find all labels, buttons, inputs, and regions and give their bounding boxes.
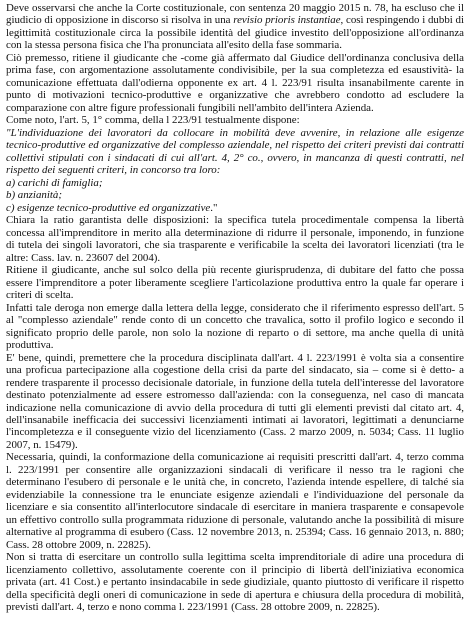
paragraph-controllo: Non si tratta di esercitare un controllo sulla legittima scelta imprenditoriale di adire una procedura di licenziamento collettivo, assolutamente coerente con il principio di libertà dell'iniziativa economica privata (art. 41 Cost.) e pertanto insindacabile in sede giudiziale, quanto piuttosto di verificare il rispetto della specificità degli oneri di comunicazione in sede di apertura e chiusura della procedura di mobilità, previsti dall'art. 4, terzo e nono comma l. 223/1991 (Cass. 28 ottobre 2009, n. 22825). <box>6 551 464 614</box>
criterion-a: a) carichi di famiglia; <box>6 176 103 189</box>
paragraph-corte-costituzionale <box>6 2 464 52</box>
latin-phrase: revisio prioris instantiae <box>233 14 341 27</box>
paragraph-art5-intro: Come noto, l'art. 5, 1° comma, della l 223/91 testualmente dispone: <box>6 114 300 127</box>
paragraph-conformazione: Necessaria, quindi, la conformazione della comunicazione ai requisiti prescritti dall'art. 4, terzo comma l. 223/1991 per consentire alle organizzazioni sindacali di verificare il nesso tra le ragioni che determinano l'esubero di personale e le unità che, in concreto, l'azienda intende espellere, di talché sia evidenziabile la connessione tra le enunciate esigenze aziendali e l'individuazione del personale da licenziare e sia consentito all'interlocutore sindacale di esercitare in maniera trasparente e consapevole un effettivo controllo sulla programmata riduzione di personale, valutando anche la possibilità di misure alternative al programma di esubero (Cass. 12 novembre 2013, n. 25394; Cass. 16 gennaio 2013, n. 880; Cass. 28 ottobre 2009, n. 22825). <box>6 451 464 551</box>
paragraph-text: , così respingendo i dubbi di legittimità costituzionale circa la possibile identità del giudice investito dell'opposizione all'ordinanza con la stessa persona fisica che l'ha pronunciata all'esito della fase sommaria. <box>6 14 464 52</box>
paragraph-text: Deve osservarsi che anche la Corte costituzionale, con sentenza 20 maggio 2015 n. 78, ha escluso che il giudicio di opposizione in discorso si risolva in una <box>6 2 464 27</box>
statute-text: "L'individuazione dei lavoratori da collocare in mobilità deve avvenire, in relazione alle esigenze tecnico-produttive ed organizzative del complesso aziendale, nel rispetto dei criteri previsti dai contratti collettivi stipulati con i sindacati di cui all'art. 4, 2° co., ovvero, in mancanza di questi contratti, nel rispetto dei seguenti criteri, in concorso tra loro: <box>6 126 464 177</box>
quote-close: ." <box>210 201 218 214</box>
paragraph-premessa: Ciò premesso, ritiene il giudicante che -come già affermato dal Giudice dell'ordinanza conclusiva della prima fase, con argomentazione assolutamente condivisibile, per la sua completezza ed esaustività- la comunicazione effettuata dall'odierna opponente ex art. 4 l. 223/91 risulta insanabilmente carente in punto di motivazioni tecnico-produttive e organizzative che avrebbero condotto ad escludere la comparazione con altre figure professionali fungibili nell'ambito dell'intera Azienda. <box>6 51 464 114</box>
paragraph-procedura-art4: E' bene, quindi, premettere che la procedura disciplinata dall'art. 4 l. 223/1991 è volta sia a consentire una proficua partecipazione alla cogestione della crisi da parte del sindacato, sia – come si è detto- a rendere trasparente il processo decisionale datoriale, in funzione della tutela dell'interesse del lavoratore destinato potenzialmente ad essere estromesso dall'azienda: con la conseguenza, nel caso di mancata indicazione nella comunicazione di avvio della procedura di tutti gli elementi previsti dal citato art. 4, dell'insanabile inefficacia dei successivi licenziamenti intimati ai lavoratori, legittimati a denunciarne l'incompletezza e il conseguente vizio del licenziamento (Cass. 2 marzo 2009, n. 5034; Cass. 11 luglio 2007, n. 15479). <box>6 351 464 451</box>
quoted-statute <box>6 127 464 214</box>
paragraph-complesso-aziendale: Infatti tale deroga non emerge dalla lettera della legge, considerato che il riferimento espresso dell'art. 5 al "complesso aziendale" rende conto di un concetto che travalica, sotto il profilo logico e secondo il significato proprio delle parole, non solo la nozione di reparto o di settore, ma anche quella di unità produttiva. <box>6 301 464 352</box>
criterion-b: b) anzianità; <box>6 189 62 202</box>
criterion-c: c) esigenze tecnico-produttive ed organizzative <box>6 201 211 214</box>
paragraph-ratio-garantista: Chiara la ratio garantista delle disposizioni: la specifica tutela procedimentale compensa la libertà concessa all'imprenditore in merito alla determinazione di ridurre il personale, imponendo, in funzione di tutela dei singoli lavoratori, che sia trasparente e verificabile la scelta dei lavoratori licenziati (tra le altre: Cass. lav. n. 23607 del 2004). <box>6 214 464 264</box>
paragraph-giurisprudenza: Ritiene il giudicante, anche sul solco della più recente giurisprudenza, di dubitare del fatto che possa essere l'imprenditore a poter liberamente scegliere l'articolazione produttiva entro la quale far operare i criteri di scelta. <box>6 264 464 302</box>
